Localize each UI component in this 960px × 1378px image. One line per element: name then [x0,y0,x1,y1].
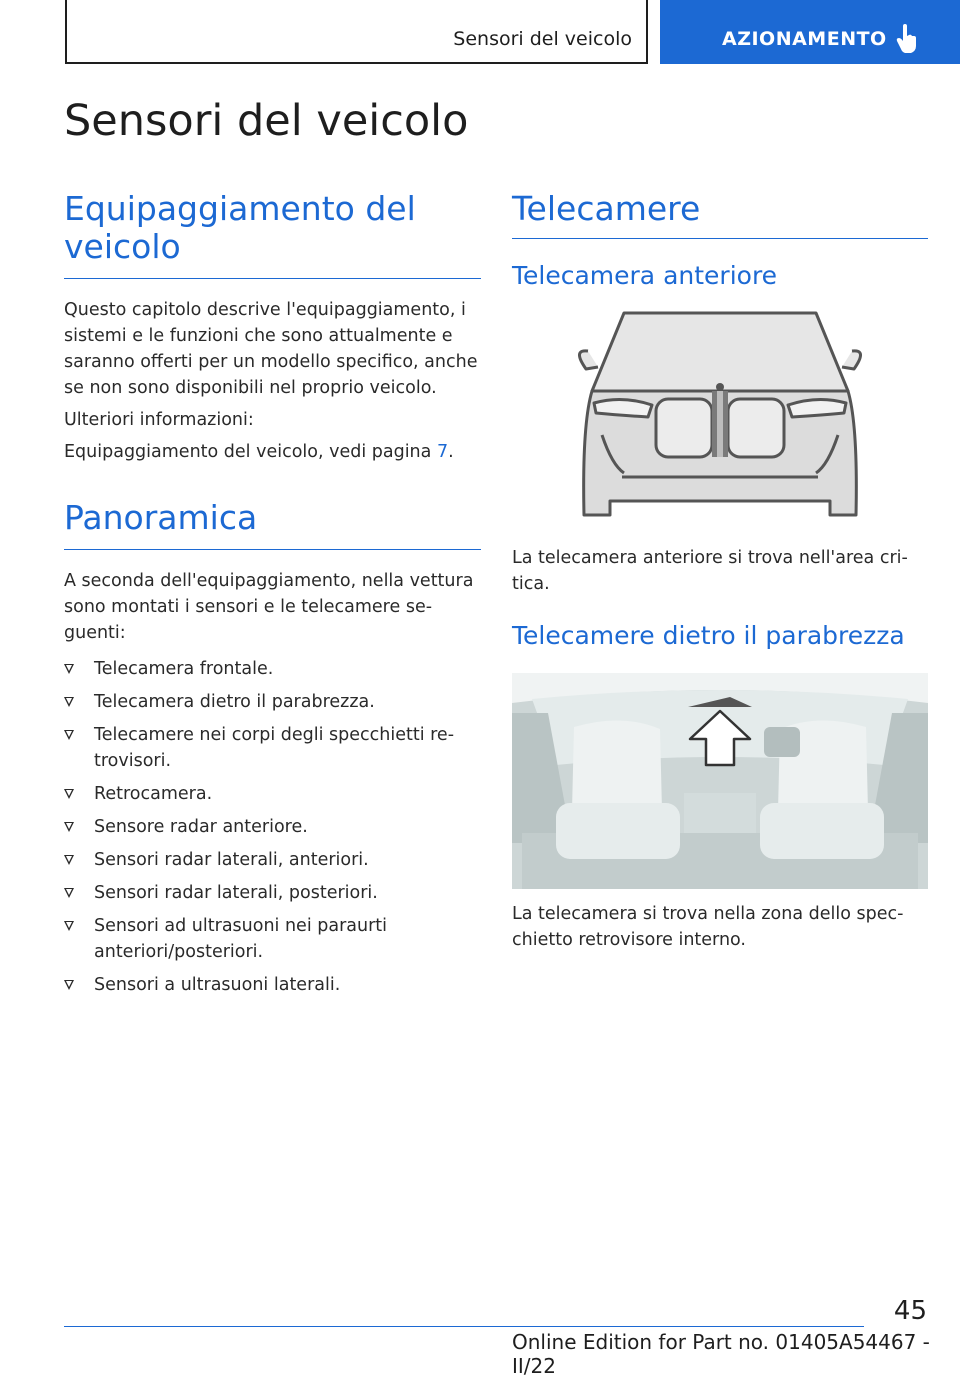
front-camera-caption: La telecamera anteriore si trova nell'area cri-tica. [512,548,908,594]
list-item: Sensore radar anteriore. [64,814,481,840]
right-column [512,186,928,953]
header-chapter-tab [660,0,960,64]
triangle-bullet-icon [64,664,74,674]
windshield-camera-caption: La telecamera si trova nella zona dello spec-chietto retrovisore interno. [512,904,904,950]
equipment-reference [64,439,481,465]
windshield-camera-heading: Telecamere dietro il parabrezza [512,621,905,650]
triangle-bullet-icon [64,980,74,990]
list-item: Telecamera frontale. [64,656,481,682]
list-item: Sensori radar laterali, posteriori. [64,880,481,906]
reference-end: . [448,442,454,462]
front-camera-heading: Telecamera anteriore [512,261,778,290]
hand-pointer-icon [896,24,918,54]
triangle-bullet-icon [64,730,74,740]
footer-divider [64,1326,864,1327]
list-item: Sensori ad ultrasuoni nei paraurti anteriori/posteriori. [64,913,481,965]
header-section-title: Sensori del veicolo [453,28,632,50]
cameras-heading: Telecamere [512,186,928,239]
left-column [64,190,481,1005]
list-item: Retrocamera. [64,781,481,807]
triangle-bullet-icon [64,789,74,799]
front-camera-illustration [512,305,928,533]
list-item: Sensori a ultrasuoni laterali. [64,972,481,998]
page-title: Sensori del veicolo [64,96,469,146]
page-reference-link[interactable]: 7 [436,442,449,462]
sensor-list [64,656,481,998]
overview-intro: A seconda dell'equipaggiamento, nella vettura sono montati i sensori e le telecamere se-guenti: [64,571,474,643]
chapter-tab-label: AZIONAMENTO [722,28,887,50]
reference-text: Equipaggiamento del veicolo, vedi pagina [64,442,437,462]
triangle-bullet-icon [64,855,74,865]
triangle-bullet-icon [64,888,74,898]
list-item: Telecamera dietro il parabrezza. [64,689,481,715]
overview-heading: Panoramica [64,499,481,550]
list-item: Sensori radar laterali, anteriori. [64,847,481,873]
windshield-camera-illustration [512,673,928,889]
triangle-bullet-icon [64,822,74,832]
page-number: 45 [893,1296,927,1326]
triangle-bullet-icon [64,697,74,707]
list-item: Telecamere nei corpi degli specchietti re-trovisori. [64,722,481,774]
equipment-paragraph: Questo capitolo descrive l'equipaggiamento, i sistemi e le funzioni che sono attualmente e saranno offerti per un modello specifico, anche se non sono disponibili nel proprio veicolo. [64,300,478,398]
equipment-heading: Equipaggiamento del veicolo [64,190,481,279]
header-section-box [65,0,648,64]
triangle-bullet-icon [64,921,74,931]
more-info-label: Ulteriori informazioni: [64,410,254,430]
edition-footer: Online Edition for Part no. 01405A54467 - II/22 [512,1330,930,1378]
